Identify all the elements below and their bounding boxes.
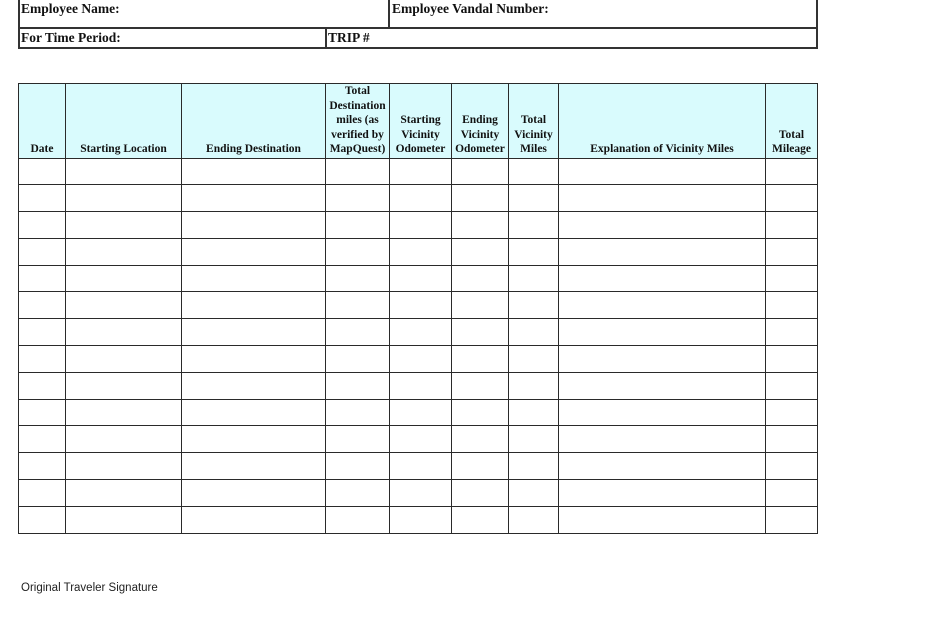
cell-total-destination-miles[interactable]: [326, 212, 390, 239]
table-row: [19, 292, 818, 319]
cell-ending-vicinity-odometer[interactable]: [452, 453, 509, 480]
cell-explanation-vicinity-miles[interactable]: [559, 399, 766, 426]
cell-starting-location[interactable]: [66, 426, 182, 453]
cell-date[interactable]: [19, 480, 66, 507]
cell-ending-destination[interactable]: [182, 265, 326, 292]
cell-ending-vicinity-odometer[interactable]: [452, 372, 509, 399]
cell-date[interactable]: [19, 506, 66, 533]
cell-total-vicinity-miles[interactable]: [509, 453, 559, 480]
cell-starting-vicinity-odometer[interactable]: [390, 480, 452, 507]
cell-total-destination-miles[interactable]: [326, 453, 390, 480]
table-row: [19, 399, 818, 426]
cell-total-vicinity-miles[interactable]: [509, 292, 559, 319]
cell-total-destination-miles[interactable]: [326, 265, 390, 292]
cell-starting-location[interactable]: [66, 399, 182, 426]
cell-total-destination-miles[interactable]: [326, 372, 390, 399]
cell-starting-location[interactable]: [66, 319, 182, 346]
column-header-ending-vicinity-odometer: Ending Vicinity Odometer: [452, 84, 509, 159]
cell-starting-location[interactable]: [66, 480, 182, 507]
cell-date[interactable]: [19, 158, 66, 185]
cell-explanation-vicinity-miles[interactable]: [559, 346, 766, 373]
cell-total-mileage[interactable]: [766, 265, 818, 292]
cell-total-vicinity-miles[interactable]: [509, 238, 559, 265]
info-box-split-top: [388, 0, 390, 28]
table-row: [19, 506, 818, 533]
cell-date[interactable]: [19, 292, 66, 319]
employee-name-label: Employee Name:: [21, 1, 120, 16]
cell-total-vicinity-miles[interactable]: [509, 399, 559, 426]
cell-total-mileage[interactable]: [766, 480, 818, 507]
column-header-explanation-vicinity-miles: Explanation of Vicinity Miles: [559, 84, 766, 159]
cell-total-destination-miles[interactable]: [326, 185, 390, 212]
cell-total-vicinity-miles[interactable]: [509, 265, 559, 292]
column-header-starting-vicinity-odometer: Starting Vicinity Odometer: [390, 84, 452, 159]
cell-starting-location[interactable]: [66, 185, 182, 212]
cell-total-mileage[interactable]: [766, 346, 818, 373]
cell-starting-vicinity-odometer[interactable]: [390, 185, 452, 212]
cell-total-destination-miles[interactable]: [326, 158, 390, 185]
cell-total-vicinity-miles[interactable]: [509, 480, 559, 507]
cell-total-mileage[interactable]: [766, 372, 818, 399]
cell-total-mileage[interactable]: [766, 238, 818, 265]
mileage-log-table: [18, 83, 818, 534]
cell-total-vicinity-miles[interactable]: [509, 426, 559, 453]
cell-ending-vicinity-odometer[interactable]: [452, 265, 509, 292]
cell-date[interactable]: [19, 372, 66, 399]
table-row: [19, 346, 818, 373]
cell-starting-vicinity-odometer[interactable]: [390, 158, 452, 185]
trip-number-label: TRIP #: [328, 30, 370, 45]
cell-date[interactable]: [19, 212, 66, 239]
cell-starting-vicinity-odometer[interactable]: [390, 426, 452, 453]
cell-ending-destination[interactable]: [182, 346, 326, 373]
cell-ending-destination[interactable]: [182, 506, 326, 533]
column-header-ending-destination: Ending Destination: [182, 84, 326, 159]
cell-starting-vicinity-odometer[interactable]: [390, 372, 452, 399]
cell-starting-vicinity-odometer[interactable]: [390, 292, 452, 319]
cell-starting-vicinity-odometer[interactable]: [390, 506, 452, 533]
cell-explanation-vicinity-miles[interactable]: [559, 372, 766, 399]
cell-explanation-vicinity-miles[interactable]: [559, 185, 766, 212]
cell-ending-vicinity-odometer[interactable]: [452, 319, 509, 346]
cell-starting-vicinity-odometer[interactable]: [390, 346, 452, 373]
cell-ending-vicinity-odometer[interactable]: [452, 426, 509, 453]
cell-explanation-vicinity-miles[interactable]: [559, 212, 766, 239]
table-body: [19, 158, 818, 533]
info-box-divider: [18, 27, 818, 29]
cell-starting-location[interactable]: [66, 265, 182, 292]
cell-explanation-vicinity-miles[interactable]: [559, 265, 766, 292]
cell-total-mileage[interactable]: [766, 399, 818, 426]
cell-ending-destination[interactable]: [182, 212, 326, 239]
signature-label: Original Traveler Signature: [21, 582, 158, 594]
cell-starting-vicinity-odometer[interactable]: [390, 265, 452, 292]
cell-date[interactable]: [19, 319, 66, 346]
column-header-total-destination-miles: Total Destination miles (as verified by MapQuest): [326, 84, 390, 159]
cell-starting-location[interactable]: [66, 453, 182, 480]
cell-ending-vicinity-odometer[interactable]: [452, 158, 509, 185]
cell-starting-vicinity-odometer[interactable]: [390, 399, 452, 426]
cell-total-destination-miles[interactable]: [326, 292, 390, 319]
cell-total-destination-miles[interactable]: [326, 238, 390, 265]
cell-ending-destination[interactable]: [182, 453, 326, 480]
cell-ending-destination[interactable]: [182, 292, 326, 319]
cell-ending-destination[interactable]: [182, 480, 326, 507]
cell-ending-vicinity-odometer[interactable]: [452, 212, 509, 239]
cell-total-mileage[interactable]: [766, 158, 818, 185]
cell-total-mileage[interactable]: [766, 292, 818, 319]
cell-total-mileage[interactable]: [766, 212, 818, 239]
column-header-total-mileage: Total Mileage: [766, 84, 818, 159]
table-row: [19, 372, 818, 399]
cell-total-mileage[interactable]: [766, 319, 818, 346]
cell-starting-location[interactable]: [66, 212, 182, 239]
cell-ending-destination[interactable]: [182, 238, 326, 265]
column-header-date: Date: [19, 84, 66, 159]
table-row: [19, 480, 818, 507]
table-row: [19, 212, 818, 239]
cell-date[interactable]: [19, 346, 66, 373]
employee-name-field[interactable]: [21, 1, 120, 17]
cell-ending-destination[interactable]: [182, 426, 326, 453]
cell-ending-destination[interactable]: [182, 319, 326, 346]
cell-date[interactable]: [19, 185, 66, 212]
cell-total-mileage[interactable]: [766, 185, 818, 212]
trip-number-field[interactable]: [328, 30, 370, 46]
cell-explanation-vicinity-miles[interactable]: [559, 238, 766, 265]
cell-ending-destination[interactable]: [182, 399, 326, 426]
table-row: [19, 426, 818, 453]
cell-ending-vicinity-odometer[interactable]: [452, 480, 509, 507]
cell-starting-vicinity-odometer[interactable]: [390, 453, 452, 480]
cell-explanation-vicinity-miles[interactable]: [559, 453, 766, 480]
cell-total-mileage[interactable]: [766, 506, 818, 533]
table-row: [19, 185, 818, 212]
time-period-field[interactable]: [21, 30, 121, 46]
cell-total-mileage[interactable]: [766, 453, 818, 480]
table-header-row: [19, 84, 818, 159]
cell-explanation-vicinity-miles[interactable]: [559, 292, 766, 319]
cell-total-vicinity-miles[interactable]: [509, 506, 559, 533]
cell-ending-vicinity-odometer[interactable]: [452, 346, 509, 373]
cell-total-vicinity-miles[interactable]: [509, 158, 559, 185]
cell-date[interactable]: [19, 453, 66, 480]
cell-ending-vicinity-odometer[interactable]: [452, 506, 509, 533]
table-row: [19, 453, 818, 480]
cell-total-vicinity-miles[interactable]: [509, 212, 559, 239]
cell-starting-location[interactable]: [66, 158, 182, 185]
cell-total-destination-miles[interactable]: [326, 346, 390, 373]
cell-explanation-vicinity-miles[interactable]: [559, 480, 766, 507]
cell-ending-vicinity-odometer[interactable]: [452, 185, 509, 212]
cell-ending-vicinity-odometer[interactable]: [452, 399, 509, 426]
time-period-label: For Time Period:: [21, 30, 121, 45]
table-row: [19, 265, 818, 292]
cell-total-destination-miles[interactable]: [326, 480, 390, 507]
cell-total-vicinity-miles[interactable]: [509, 319, 559, 346]
table-row: [19, 158, 818, 185]
cell-total-destination-miles[interactable]: [326, 319, 390, 346]
cell-total-vicinity-miles[interactable]: [509, 185, 559, 212]
cell-total-destination-miles[interactable]: [326, 506, 390, 533]
cell-date[interactable]: [19, 399, 66, 426]
column-header-starting-location: Starting Location: [66, 84, 182, 159]
cell-total-destination-miles[interactable]: [326, 399, 390, 426]
cell-date[interactable]: [19, 238, 66, 265]
cell-explanation-vicinity-miles[interactable]: [559, 319, 766, 346]
cell-starting-vicinity-odometer[interactable]: [390, 319, 452, 346]
cell-total-destination-miles[interactable]: [326, 426, 390, 453]
cell-ending-vicinity-odometer[interactable]: [452, 292, 509, 319]
cell-ending-destination[interactable]: [182, 372, 326, 399]
cell-ending-vicinity-odometer[interactable]: [452, 238, 509, 265]
cell-starting-location[interactable]: [66, 238, 182, 265]
table-row: [19, 238, 818, 265]
info-box-split-bottom: [325, 27, 327, 48]
cell-starting-location[interactable]: [66, 292, 182, 319]
cell-starting-vicinity-odometer[interactable]: [390, 238, 452, 265]
table-row: [19, 319, 818, 346]
employee-vandal-number-label: Employee Vandal Number:: [392, 1, 549, 16]
employee-vandal-number-field[interactable]: [392, 1, 549, 17]
cell-explanation-vicinity-miles[interactable]: [559, 426, 766, 453]
cell-starting-location[interactable]: [66, 372, 182, 399]
cell-total-mileage[interactable]: [766, 426, 818, 453]
cell-starting-location[interactable]: [66, 506, 182, 533]
cell-ending-destination[interactable]: [182, 158, 326, 185]
cell-total-vicinity-miles[interactable]: [509, 372, 559, 399]
cell-starting-location[interactable]: [66, 346, 182, 373]
cell-date[interactable]: [19, 426, 66, 453]
cell-explanation-vicinity-miles[interactable]: [559, 158, 766, 185]
cell-explanation-vicinity-miles[interactable]: [559, 506, 766, 533]
column-header-total-vicinity-miles: Total Vicinity Miles: [509, 84, 559, 159]
cell-date[interactable]: [19, 265, 66, 292]
cell-ending-destination[interactable]: [182, 185, 326, 212]
cell-starting-vicinity-odometer[interactable]: [390, 212, 452, 239]
cell-total-vicinity-miles[interactable]: [509, 346, 559, 373]
